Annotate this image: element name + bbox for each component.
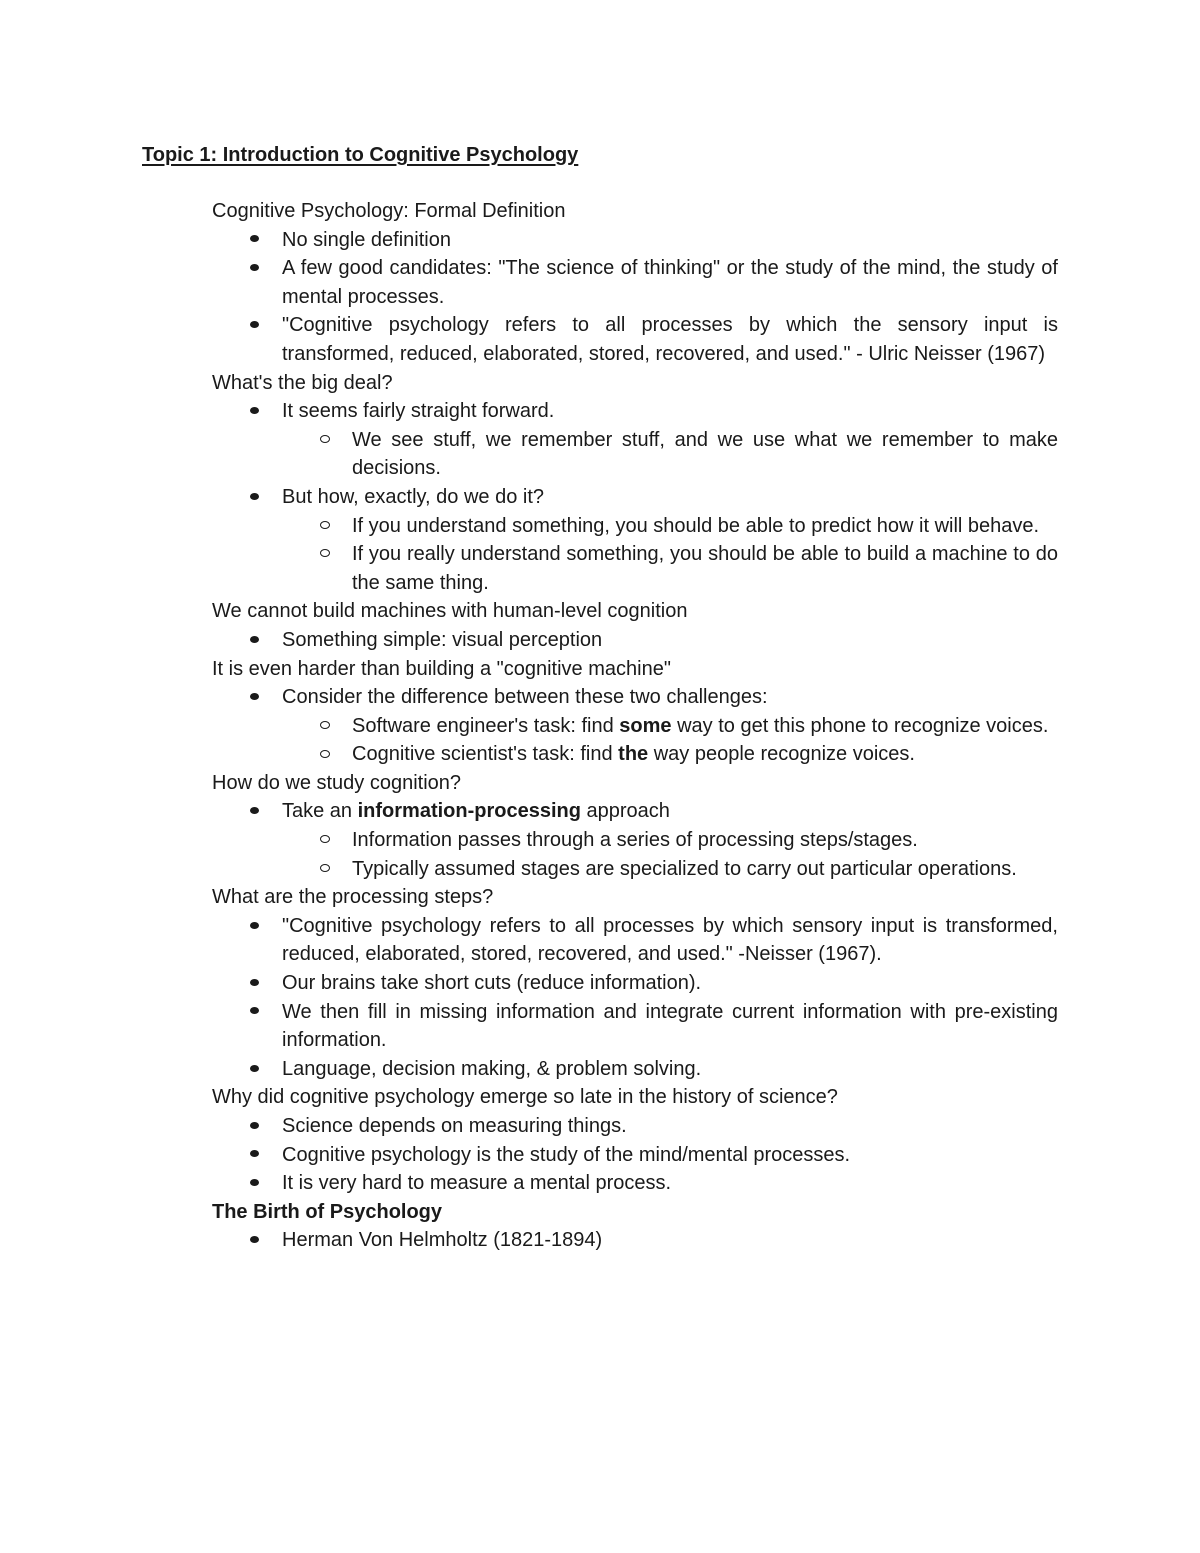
bullet-dot-icon	[250, 1055, 259, 1084]
bullet-ring-icon	[320, 512, 330, 541]
section-heading: It is even harder than building a "cognitive machine"	[212, 657, 671, 680]
sub-list-item: Information passes through a series of processing steps/stages.	[212, 826, 1058, 855]
sub-list-item: If you understand something, you should be able to predict how it will behave.	[212, 512, 1058, 541]
section-heading: Cognitive Psychology: Formal Definition	[212, 200, 566, 222]
list-item: Science depends on measuring things.	[212, 1112, 1058, 1141]
sub-list-item: Software engineer's task: find some way to get this phone to recognize voices.	[212, 712, 1058, 741]
bullet-dot-icon	[250, 1141, 259, 1170]
list-item: Our brains take short cuts (reduce information).	[212, 969, 1058, 998]
bullet-dot-icon	[250, 311, 259, 340]
bullet-ring-icon	[320, 826, 330, 855]
bullet-ring-icon	[320, 540, 330, 569]
list-item: Language, decision making, & problem solving.	[212, 1055, 1058, 1084]
bullet-dot-icon	[250, 1112, 259, 1141]
section-heading: What are the processing steps?	[212, 886, 494, 909]
sub-list-item: Cognitive scientist's task: find the way people recognize voices.	[212, 740, 1058, 769]
bullet-ring-icon	[320, 712, 330, 741]
list-item: "Cognitive psychology refers to all processes by which sensory input is transformed, reduced, elaborated, stored, recovered, and used." -Neisser (1967).	[212, 912, 1058, 969]
bullet-list	[212, 626, 1058, 655]
document-body	[212, 197, 1058, 1255]
bullet-ring-icon	[320, 740, 330, 769]
sub-list-item: We see stuff, we remember stuff, and we use what we remember to make decisions.	[212, 426, 1058, 483]
section-heading: Why did cognitive psychology emerge so late in the history of science?	[212, 1086, 838, 1109]
list-item: Take an information-processing approach	[212, 797, 1058, 826]
page-title: Topic 1: Introduction to Cognitive Psychology	[142, 144, 579, 166]
bullet-dot-icon	[250, 1169, 259, 1198]
bullet-dot-icon	[250, 683, 259, 712]
list-item: It seems fairly straight forward.	[212, 397, 1058, 426]
emphasis-text: some	[619, 714, 672, 737]
bullet-dot-icon	[250, 226, 259, 255]
bullet-list	[212, 1226, 1058, 1255]
list-item: It is very hard to measure a mental process.	[212, 1169, 1058, 1198]
bullet-list	[212, 397, 1058, 597]
emphasis-text: the	[618, 743, 649, 766]
bullet-ring-icon	[320, 426, 330, 455]
list-item: Consider the difference between these two challenges:	[212, 683, 1058, 712]
bullet-list	[212, 226, 1058, 369]
bullet-list	[212, 683, 1058, 769]
sub-list-item: Typically assumed stages are specialized to carry out particular operations.	[212, 855, 1058, 884]
bullet-dot-icon	[250, 797, 259, 826]
section-heading: The Birth of Psychology	[212, 1200, 443, 1223]
sub-list-item: If you really understand something, you should be able to build a machine to do the same thing.	[212, 540, 1058, 597]
bullet-dot-icon	[250, 483, 259, 512]
bullet-dot-icon	[250, 969, 259, 998]
bullet-list	[212, 912, 1058, 1084]
list-item: Something simple: visual perception	[212, 626, 1058, 655]
bullet-dot-icon	[250, 912, 259, 941]
section-heading: How do we study cognition?	[212, 771, 462, 794]
section-heading: We cannot build machines with human-level cognition	[212, 600, 688, 623]
bullet-dot-icon	[250, 998, 259, 1027]
section-heading: What's the big deal?	[212, 371, 393, 394]
list-item: No single definition	[212, 226, 1058, 255]
bullet-dot-icon	[250, 254, 259, 283]
bullet-dot-icon	[250, 626, 259, 655]
bullet-list	[212, 797, 1058, 883]
list-item: A few good candidates: "The science of thinking" or the study of the mind, the study of mental processes.	[212, 254, 1058, 311]
bullet-ring-icon	[320, 855, 330, 884]
bullet-dot-icon	[250, 397, 259, 426]
bullet-dot-icon	[250, 1226, 259, 1255]
bullet-list	[212, 1112, 1058, 1198]
list-item: But how, exactly, do we do it?	[212, 483, 1058, 512]
list-item: Herman Von Helmholtz (1821-1894)	[212, 1226, 1058, 1255]
list-item: We then fill in missing information and integrate current information with pre-existing information.	[212, 998, 1058, 1055]
list-item: Cognitive psychology is the study of the mind/mental processes.	[212, 1141, 1058, 1170]
emphasis-text: information-processing	[357, 800, 581, 823]
list-item: "Cognitive psychology refers to all processes by which the sensory input is transformed, reduced, elaborated, stored, recovered, and used." - Ulric Neisser (1967)	[212, 311, 1058, 368]
